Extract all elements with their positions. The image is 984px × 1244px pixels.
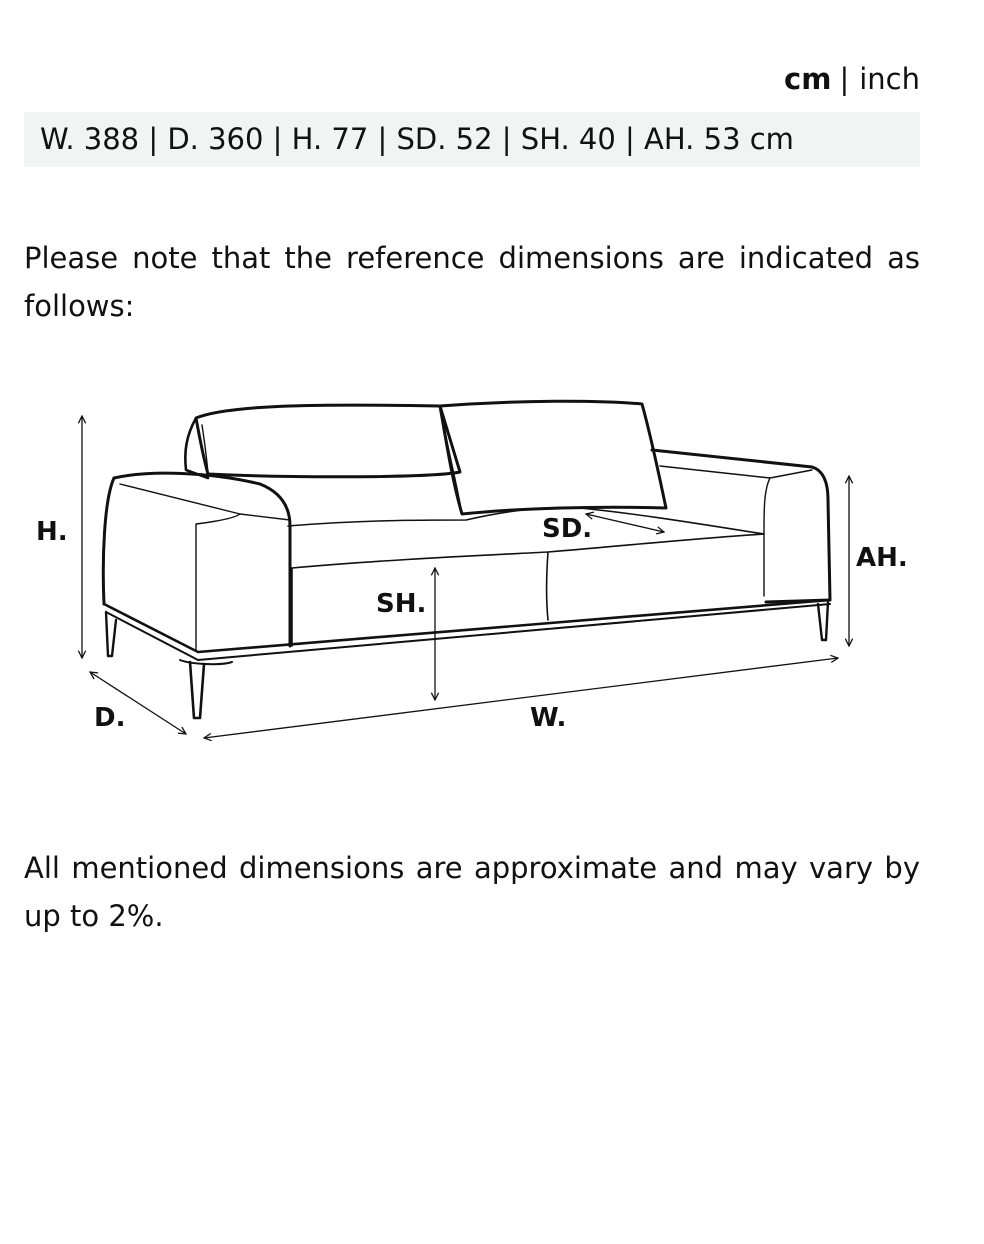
sofa-dimension-diagram xyxy=(0,380,984,780)
label-arm-height: AH. xyxy=(856,543,908,573)
label-height: H. xyxy=(36,517,68,547)
unit-toggle xyxy=(784,62,920,96)
unit-inch-option[interactable]: inch xyxy=(859,62,920,96)
label-seat-height: SH. xyxy=(376,589,427,619)
label-seat-depth: SD. xyxy=(542,514,593,544)
unit-separator: | xyxy=(839,62,850,96)
dimension-arrows xyxy=(82,416,849,738)
sofa-illustration xyxy=(103,401,830,718)
label-width: W. xyxy=(530,703,567,733)
approximation-note: All mentioned dimensions are approximate and may vary by up to 2%. xyxy=(24,851,920,933)
reference-note: Please note that the reference dimensions are indicated as follows: xyxy=(24,241,920,323)
label-depth: D. xyxy=(94,703,126,733)
unit-cm-option[interactable]: cm xyxy=(784,62,832,96)
dimensions-text: W. 388 | D. 360 | H. 77 | SD. 52 | SH. 40 | AH. 53 cm xyxy=(40,122,794,156)
dimensions-bar xyxy=(24,112,920,167)
width-arrow xyxy=(204,658,838,738)
